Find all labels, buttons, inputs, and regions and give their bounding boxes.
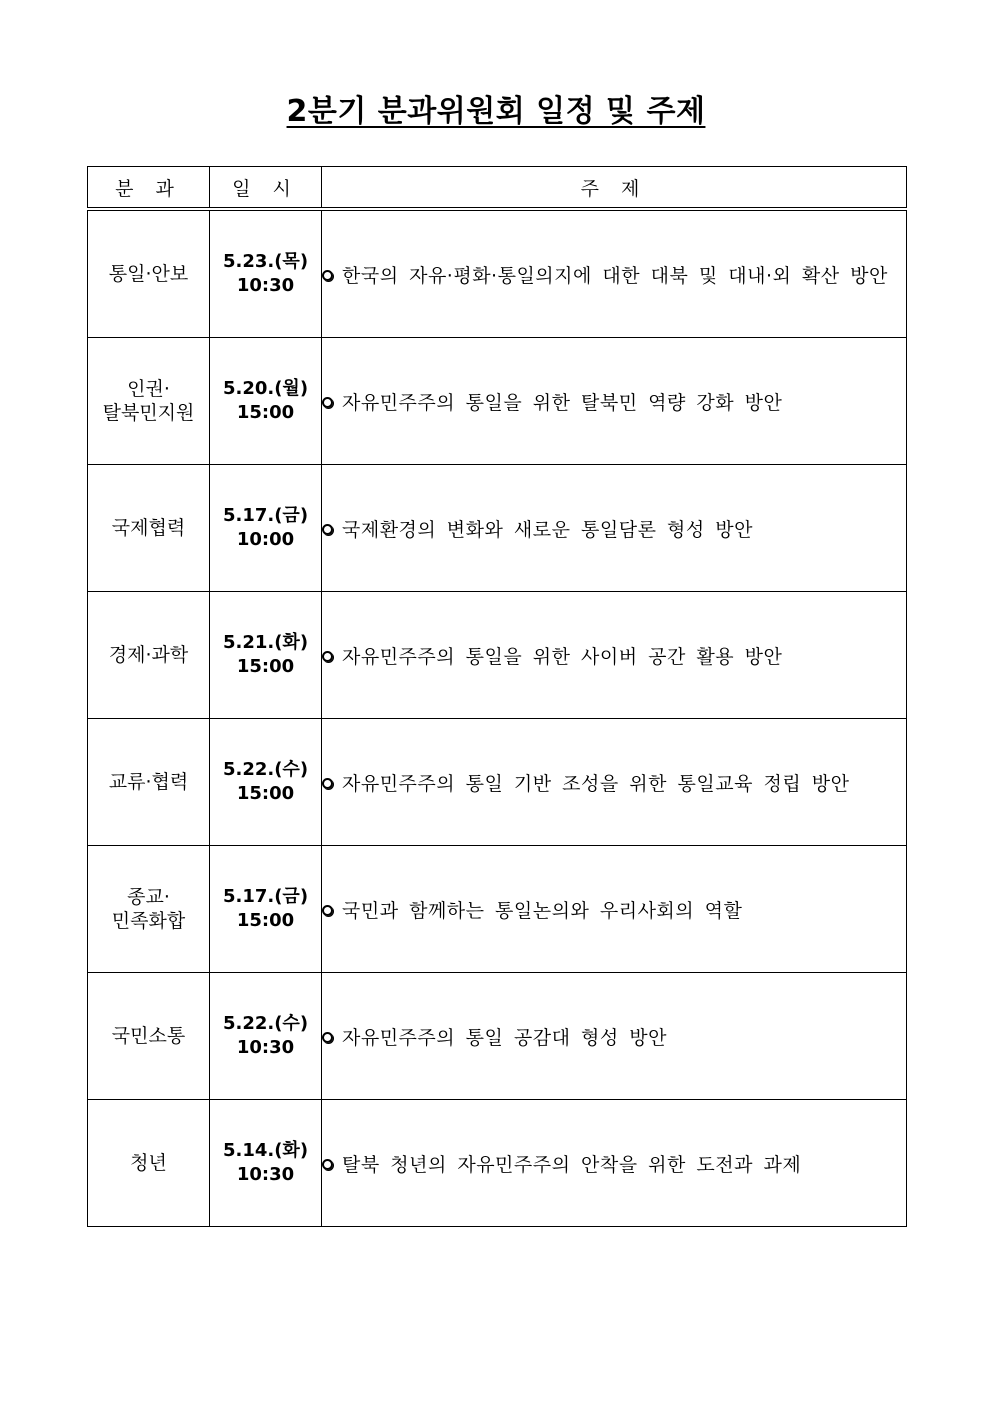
division-name: 국제협력	[111, 517, 186, 539]
topic-text: 자유민주주의 통일 공감대 형성 방안	[342, 1026, 667, 1049]
division-name: 국민소통	[111, 1025, 186, 1047]
topic-cell	[322, 1100, 907, 1227]
circle-bullet-icon	[322, 905, 333, 916]
division-name: 통일·안보	[108, 263, 189, 285]
meeting-date: 5.20.(월)	[222, 378, 309, 399]
division-cell	[88, 209, 210, 338]
meeting-date: 5.17.(금)	[222, 886, 309, 907]
division-cell	[88, 973, 210, 1100]
header-datetime: 일 시	[210, 167, 322, 210]
topic-text: 자유민주주의 통일을 위한 탈북민 역량 강화 방안	[342, 391, 783, 414]
schedule-table	[87, 166, 907, 1227]
circle-bullet-icon	[322, 397, 333, 408]
meeting-time: 15:00	[236, 402, 295, 423]
topic-text: 탈북 청년의 자유민주주의 안착을 위한 도전과 과제	[342, 1153, 802, 1176]
topic-text: 자유민주주의 통일 기반 조성을 위한 통일교육 정립 방안	[342, 772, 850, 795]
table-row	[88, 465, 907, 592]
division-name: 탈북민지원	[102, 402, 195, 424]
datetime-cell	[210, 719, 322, 846]
page-title-text: 2분기 분과위원회 일정 및 주제	[286, 94, 706, 129]
topic-cell	[322, 719, 907, 846]
datetime-cell	[210, 338, 322, 465]
table-header-row	[88, 167, 907, 210]
meeting-date: 5.21.(화)	[222, 632, 309, 653]
circle-bullet-icon	[322, 270, 333, 281]
meeting-date: 5.22.(수)	[222, 759, 309, 780]
datetime-cell	[210, 592, 322, 719]
circle-bullet-icon	[322, 651, 333, 662]
topic-text: 자유민주주의 통일을 위한 사이버 공간 활용 방안	[342, 645, 783, 668]
division-cell	[88, 719, 210, 846]
header-division: 분 과	[88, 167, 210, 210]
division-name: 경제·과학	[108, 644, 189, 666]
topic-cell	[322, 592, 907, 719]
division-name: 종교·	[127, 886, 170, 908]
circle-bullet-icon	[322, 778, 333, 789]
meeting-time: 10:30	[236, 275, 295, 296]
meeting-time: 10:00	[236, 529, 295, 550]
circle-bullet-icon	[322, 1159, 333, 1170]
topic-text: 국민과 함께하는 통일논의와 우리사회의 역할	[342, 899, 743, 922]
topic-text: 한국의 자유·평화·통일의지에 대한 대북 및 대내·외 확산 방안	[342, 264, 888, 287]
table-row	[88, 1100, 907, 1227]
division-cell	[88, 846, 210, 973]
meeting-date: 5.14.(화)	[222, 1140, 309, 1161]
datetime-cell	[210, 465, 322, 592]
table-row	[88, 209, 907, 338]
meeting-date: 5.23.(목)	[222, 251, 309, 272]
meeting-date: 5.22.(수)	[222, 1013, 309, 1034]
division-name: 교류·협력	[108, 771, 189, 793]
circle-bullet-icon	[322, 524, 333, 535]
datetime-cell	[210, 846, 322, 973]
datetime-cell	[210, 209, 322, 338]
topic-cell	[322, 465, 907, 592]
header-topic: 주 제	[322, 167, 907, 210]
datetime-cell	[210, 1100, 322, 1227]
division-cell	[88, 465, 210, 592]
division-name: 청년	[130, 1152, 167, 1174]
topic-cell	[322, 973, 907, 1100]
meeting-time: 15:00	[236, 910, 295, 931]
division-cell	[88, 1100, 210, 1227]
topic-cell	[322, 338, 907, 465]
topic-text: 국제환경의 변화와 새로운 통일담론 형성 방안	[342, 518, 753, 541]
meeting-time: 15:00	[236, 656, 295, 677]
page-title	[0, 86, 992, 130]
division-name: 민족화합	[111, 910, 186, 932]
table-row	[88, 719, 907, 846]
division-cell	[88, 592, 210, 719]
topic-cell	[322, 209, 907, 338]
circle-bullet-icon	[322, 1032, 333, 1043]
table-row	[88, 846, 907, 973]
table-row	[88, 338, 907, 465]
table-row	[88, 592, 907, 719]
meeting-date: 5.17.(금)	[222, 505, 309, 526]
meeting-time: 15:00	[236, 783, 295, 804]
datetime-cell	[210, 973, 322, 1100]
division-cell	[88, 338, 210, 465]
table-row	[88, 973, 907, 1100]
meeting-time: 10:30	[236, 1164, 295, 1185]
topic-cell	[322, 846, 907, 973]
division-name: 인권·	[127, 378, 170, 400]
meeting-time: 10:30	[236, 1037, 295, 1058]
